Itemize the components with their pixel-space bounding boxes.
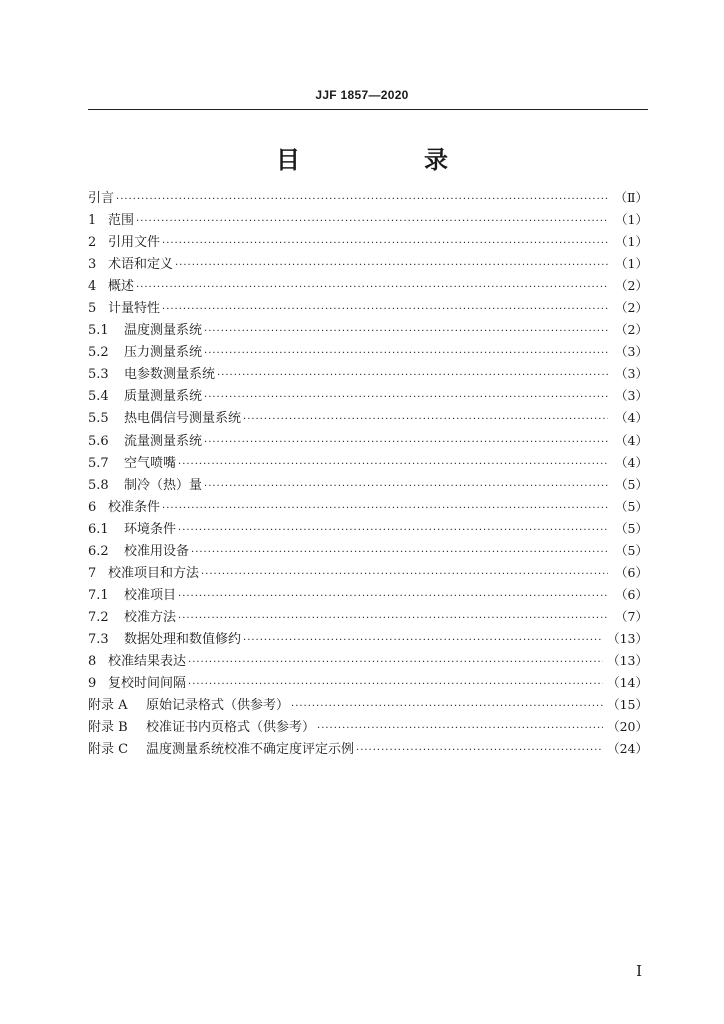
- toc-entry-title: 校准项目和方法: [108, 565, 200, 581]
- toc-entry[interactable]: [88, 231, 648, 253]
- toc-entry-title: 质量测量系统: [124, 389, 203, 405]
- toc-entry-title: 校准方法: [124, 609, 177, 625]
- toc-entry[interactable]: [88, 496, 648, 518]
- toc-entry[interactable]: [88, 209, 648, 231]
- toc-entry-title: 空气喷嘴: [124, 455, 177, 471]
- toc-dot-leader: [201, 564, 608, 586]
- toc-dot-leader: [162, 233, 608, 255]
- toc-entry-number: 6.2: [88, 543, 109, 559]
- toc-entry-number: 9: [88, 676, 97, 692]
- toc-entry[interactable]: [88, 562, 648, 584]
- toc-entry-number: 3: [88, 257, 97, 273]
- toc-entry-title: 术语和定义: [108, 257, 174, 273]
- toc-entry-page: （20）: [607, 719, 648, 735]
- toc-dot-leader: [116, 189, 608, 211]
- toc-entry-number: 附录 A: [88, 698, 128, 714]
- toc-entry[interactable]: [88, 738, 648, 760]
- toc-entry-title: 流量测量系统: [124, 433, 203, 449]
- toc-entry-title: 校准证书内页格式（供参考）: [146, 720, 316, 736]
- document-code: JJF 1857—2020: [315, 88, 409, 102]
- toc-entry-page: （1）: [615, 212, 648, 228]
- toc-dot-leader: [178, 520, 608, 542]
- toc-entry[interactable]: [88, 452, 648, 474]
- toc-entry-number: 5.8: [88, 477, 109, 493]
- toc-entry-number: 6.1: [88, 521, 109, 537]
- toc-entry-number: 5: [88, 301, 97, 317]
- toc-entry-title: 引言: [88, 191, 115, 206]
- toc-entry-number: 4: [88, 279, 97, 295]
- toc-entry[interactable]: [88, 187, 648, 209]
- toc-entry[interactable]: [88, 606, 648, 628]
- toc-entry-number: 8: [88, 653, 97, 669]
- toc-entry-title: 校准条件: [108, 499, 161, 515]
- toc-entry-page: （6）: [615, 564, 648, 580]
- toc-dot-leader: [178, 454, 608, 476]
- toc-dot-leader: [175, 255, 608, 277]
- toc-entry-page: （3）: [615, 388, 648, 404]
- toc-entry-page: （2）: [615, 278, 648, 294]
- toc-entry-page: （5）: [615, 476, 648, 492]
- toc-entry-title: 复校时间间隔: [108, 676, 187, 692]
- toc-entry-title: 温度测量系统: [124, 323, 203, 339]
- toc-entry[interactable]: [88, 540, 648, 562]
- toc-entry-page: （13）: [607, 652, 648, 668]
- toc-dot-leader: [291, 696, 603, 718]
- toc-entry-number: 5.2: [88, 345, 109, 361]
- toc-dot-leader: [178, 586, 608, 608]
- toc-dot-leader: [191, 542, 608, 564]
- toc-entry-number: 5.6: [88, 433, 109, 449]
- toc-entry-page: （5）: [615, 498, 648, 514]
- toc-entry[interactable]: [88, 694, 648, 716]
- toc-dot-leader: [243, 409, 608, 431]
- toc-entry-page: （1）: [615, 234, 648, 250]
- toc-entry-title: 校准结果表达: [108, 653, 187, 669]
- toc-entry-number: 7.3: [88, 631, 109, 647]
- toc-entry[interactable]: [88, 385, 648, 407]
- toc-entry[interactable]: [88, 584, 648, 606]
- toc-entry[interactable]: [88, 650, 648, 672]
- toc-entry-number: 6: [88, 499, 97, 515]
- toc-entry[interactable]: [88, 430, 648, 452]
- toc-entry-page: （7）: [615, 608, 648, 624]
- page-title: 目 录: [276, 146, 498, 174]
- toc-entry-page: （13）: [607, 630, 648, 646]
- toc-entry-page: （5）: [615, 520, 648, 536]
- toc-entry-number: 7.1: [88, 587, 109, 603]
- toc-entry[interactable]: [88, 297, 648, 319]
- toc-dot-leader: [204, 476, 608, 498]
- toc-dot-leader: [162, 299, 608, 321]
- toc-dot-leader: [204, 387, 608, 409]
- toc-entry[interactable]: [88, 319, 648, 341]
- toc-entry-title: 范围: [108, 213, 135, 229]
- toc-entry-page: （2）: [615, 300, 648, 316]
- toc-entry[interactable]: [88, 363, 648, 385]
- toc-entry-page: （6）: [615, 586, 648, 602]
- page-number: Ⅰ: [636, 962, 642, 980]
- toc-entry-page: （14）: [607, 675, 648, 691]
- header-divider: [88, 109, 648, 110]
- toc-entry-title: 温度测量系统校准不确定度评定示例: [146, 742, 355, 758]
- toc-entry-title: 环境条件: [124, 521, 177, 537]
- table-of-contents: [88, 187, 648, 760]
- toc-entry-number: 1: [88, 213, 97, 229]
- toc-entry-title: 计量特性: [108, 301, 161, 317]
- toc-entry-title: 数据处理和数值修约: [124, 631, 242, 647]
- toc-entry[interactable]: [88, 518, 648, 540]
- toc-entry-title: 引用文件: [108, 235, 161, 251]
- toc-entry-number: 附录 B: [88, 720, 128, 736]
- toc-dot-leader: [204, 343, 608, 365]
- toc-entry-number: 5.7: [88, 455, 109, 471]
- toc-entry-number: 5.5: [88, 411, 109, 427]
- toc-entry[interactable]: [88, 672, 648, 694]
- toc-entry-number: 2: [88, 235, 97, 251]
- toc-entry[interactable]: [88, 474, 648, 496]
- toc-dot-leader: [204, 321, 608, 343]
- toc-entry-page: （3）: [615, 366, 648, 382]
- toc-entry-page: （Ⅱ）: [614, 190, 648, 205]
- toc-dot-leader: [188, 674, 603, 696]
- toc-entry-page: （5）: [615, 542, 648, 558]
- toc-entry-page: （4）: [615, 454, 648, 470]
- toc-entry-number: 5.1: [88, 323, 109, 339]
- toc-entry-page: （2）: [615, 322, 648, 338]
- toc-entry[interactable]: [88, 253, 648, 275]
- toc-entry-page: （24）: [607, 741, 648, 757]
- toc-entry-title: 概述: [108, 279, 135, 295]
- toc-dot-leader: [317, 718, 603, 740]
- toc-entry[interactable]: [88, 407, 648, 429]
- toc-dot-leader: [188, 652, 603, 674]
- toc-entry[interactable]: [88, 275, 648, 297]
- toc-entry-title: 校准项目: [124, 587, 177, 603]
- toc-dot-leader: [162, 498, 608, 520]
- toc-dot-leader: [243, 630, 603, 652]
- toc-entry-page: （3）: [615, 344, 648, 360]
- toc-entry-number: 5.3: [88, 367, 109, 383]
- toc-dot-leader: [217, 365, 608, 387]
- toc-entry-number: 附录 C: [88, 742, 129, 758]
- toc-dot-leader: [136, 211, 608, 233]
- toc-entry-page: （4）: [615, 432, 648, 448]
- toc-entry-page: （4）: [615, 410, 648, 426]
- toc-dot-leader: [178, 608, 608, 630]
- toc-entry-page: （15）: [607, 697, 648, 713]
- toc-entry-number: 7.2: [88, 609, 109, 625]
- toc-entry[interactable]: [88, 628, 648, 650]
- toc-entry-title: 原始记录格式（供参考）: [146, 698, 290, 714]
- toc-entry-number: 5.4: [88, 389, 109, 405]
- toc-dot-leader: [204, 432, 608, 454]
- toc-entry-number: 7: [88, 565, 97, 581]
- toc-entry-title: 电参数测量系统: [124, 367, 216, 383]
- toc-entry-page: （1）: [615, 256, 648, 272]
- toc-entry-title: 制冷（热）量: [124, 477, 203, 493]
- toc-entry[interactable]: [88, 341, 648, 363]
- toc-dot-leader: [136, 277, 608, 299]
- toc-entry-title: 校准用设备: [124, 543, 190, 559]
- toc-entry[interactable]: [88, 716, 648, 738]
- toc-dot-leader: [356, 740, 603, 762]
- toc-entry-title: 压力测量系统: [124, 345, 203, 361]
- toc-entry-title: 热电偶信号测量系统: [124, 411, 242, 427]
